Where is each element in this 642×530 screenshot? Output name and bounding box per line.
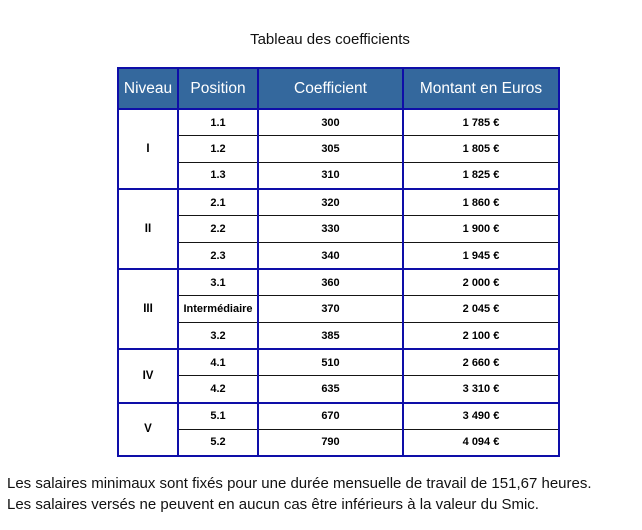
cell-coefficient: 330 bbox=[258, 216, 403, 243]
cell-coefficient: 790 bbox=[258, 429, 403, 456]
cell-coefficient: 320 bbox=[258, 189, 403, 216]
cell-position: 1.1 bbox=[178, 109, 258, 136]
cell-montant: 1 900 € bbox=[403, 216, 559, 243]
header-coefficient: Coefficient bbox=[258, 68, 403, 109]
cell-montant: 3 490 € bbox=[403, 403, 559, 430]
cell-montant: 1 785 € bbox=[403, 109, 559, 136]
cell-montant: 4 094 € bbox=[403, 429, 559, 456]
cell-coefficient: 310 bbox=[258, 162, 403, 189]
footer-line-2: Les salaires versés ne peuvent en aucun cas être inférieurs à la valeur du Smic. bbox=[7, 495, 539, 513]
cell-position: 5.2 bbox=[178, 429, 258, 456]
table-row bbox=[118, 136, 559, 163]
table-row bbox=[118, 162, 559, 189]
table-row bbox=[118, 376, 559, 403]
niveau-cell-5: V bbox=[118, 403, 178, 456]
cell-coefficient: 360 bbox=[258, 269, 403, 296]
coefficients-table bbox=[117, 67, 560, 457]
cell-montant: 1 825 € bbox=[403, 162, 559, 189]
footer-line-1: Les salaires minimaux sont fixés pour une durée mensuelle de travail de 151,67 heures. bbox=[7, 475, 592, 492]
niveau-cell-3: III bbox=[118, 269, 178, 349]
table-row bbox=[118, 403, 559, 430]
cell-position: 3.2 bbox=[178, 323, 258, 350]
table-row bbox=[118, 216, 559, 243]
cell-coefficient: 370 bbox=[258, 296, 403, 323]
table-header-row bbox=[118, 68, 559, 109]
cell-position: 2.2 bbox=[178, 216, 258, 243]
cell-position: 3.1 bbox=[178, 269, 258, 296]
cell-coefficient: 340 bbox=[258, 242, 403, 269]
cell-montant: 2 100 € bbox=[403, 323, 559, 350]
cell-position: 4.2 bbox=[178, 376, 258, 403]
table-row bbox=[118, 109, 559, 136]
header-niveau: Niveau bbox=[118, 68, 178, 109]
cell-montant: 1 860 € bbox=[403, 189, 559, 216]
cell-coefficient: 305 bbox=[258, 136, 403, 163]
table-row bbox=[118, 349, 559, 376]
cell-montant: 1 805 € bbox=[403, 136, 559, 163]
cell-montant: 3 310 € bbox=[403, 376, 559, 403]
cell-position: 4.1 bbox=[178, 349, 258, 376]
cell-montant: 2 660 € bbox=[403, 349, 559, 376]
cell-position: 1.2 bbox=[178, 136, 258, 163]
cell-position: 2.3 bbox=[178, 242, 258, 269]
cell-position: 2.1 bbox=[178, 189, 258, 216]
table-row bbox=[118, 429, 559, 456]
header-montant: Montant en Euros bbox=[403, 68, 559, 109]
cell-coefficient: 635 bbox=[258, 376, 403, 403]
table-row bbox=[118, 189, 559, 216]
niveau-cell-1: I bbox=[118, 109, 178, 189]
page-title: Tableau des coefficients bbox=[250, 31, 410, 48]
table-row bbox=[118, 323, 559, 350]
cell-montant: 2 045 € bbox=[403, 296, 559, 323]
cell-coefficient: 670 bbox=[258, 403, 403, 430]
niveau-cell-2: II bbox=[118, 189, 178, 269]
cell-montant: 2 000 € bbox=[403, 269, 559, 296]
cell-position: 1.3 bbox=[178, 162, 258, 189]
cell-coefficient: 385 bbox=[258, 323, 403, 350]
niveau-cell-4: IV bbox=[118, 349, 178, 402]
header-position: Position bbox=[178, 68, 258, 109]
cell-position: 5.1 bbox=[178, 403, 258, 430]
cell-position: Intermédiaire bbox=[178, 296, 258, 323]
footer-note bbox=[7, 474, 592, 515]
table-row bbox=[118, 296, 559, 323]
cell-montant: 1 945 € bbox=[403, 242, 559, 269]
cell-coefficient: 510 bbox=[258, 349, 403, 376]
cell-coefficient: 300 bbox=[258, 109, 403, 136]
table-row bbox=[118, 269, 559, 296]
table-row bbox=[118, 242, 559, 269]
